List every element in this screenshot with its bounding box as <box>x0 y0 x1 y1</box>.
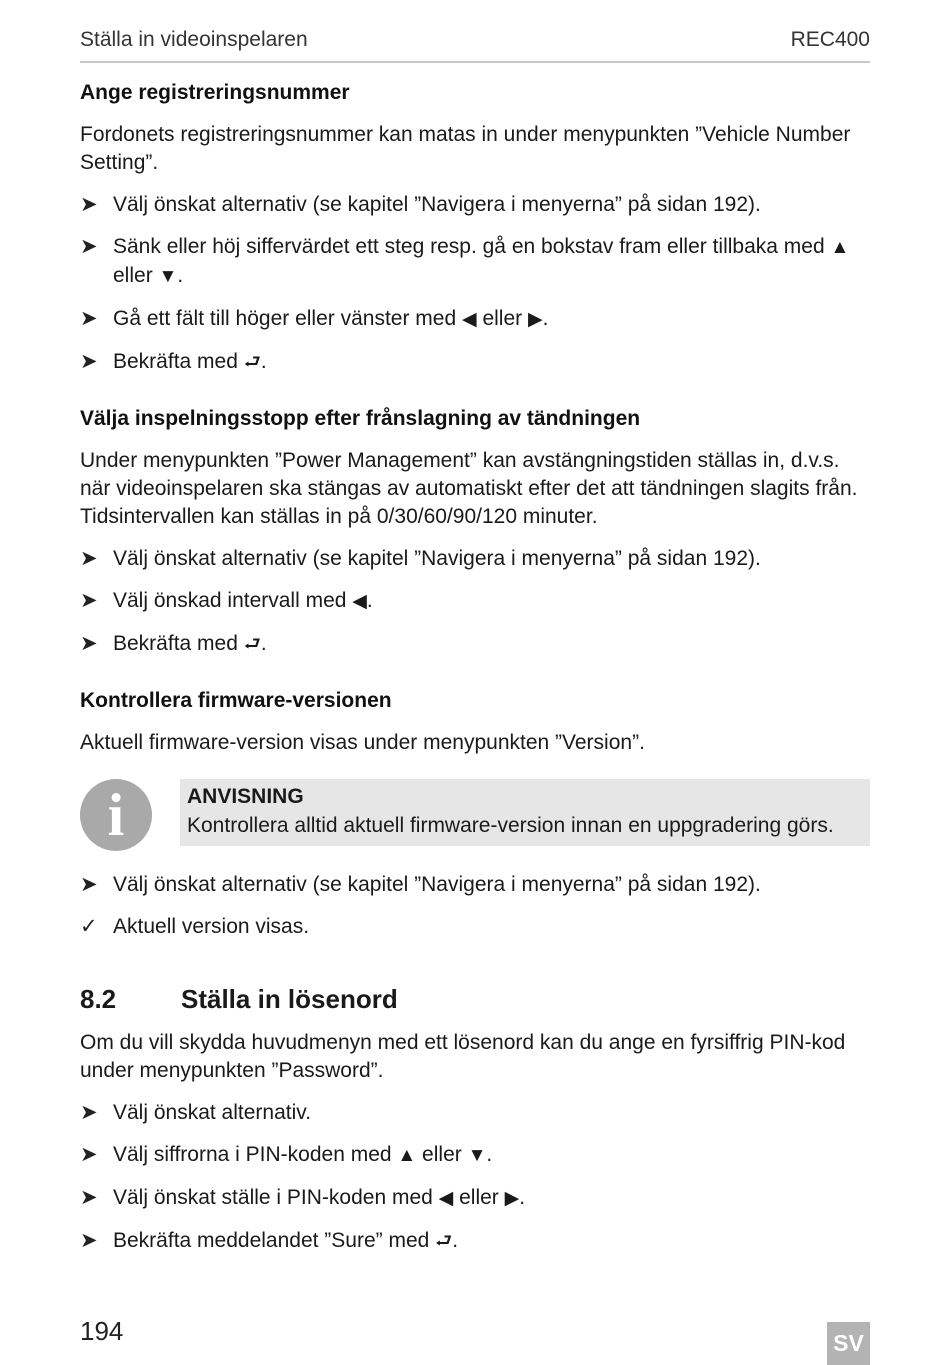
step-item <box>80 191 870 219</box>
up-arrow-icon: ▲ <box>397 1145 417 1166</box>
step-text: Välj önskad intervall med ◀. <box>113 589 373 612</box>
section-number: 8.2 <box>80 984 117 1014</box>
arrow-bullet-icon: ➤ <box>80 632 98 655</box>
heading-firmware-version: Kontrollera firmware-versionen <box>80 689 392 712</box>
info-icon <box>80 779 180 855</box>
step-text: Sänk eller höj siffervärdet ett steg resp. gå en bokstav fram eller tillbaka med ▲ eller ▼. <box>113 235 850 287</box>
header-chapter-title: Ställa in videoinspelaren <box>80 28 308 51</box>
note-title: ANVISNING <box>187 785 304 808</box>
paragraph-power-management: Under menypunkten ”Power Management” kan avstängningstiden ställas in, d.v.s. när videoinspelaren ska stängas av automatiskt efter det att tändningen slagits från. Tidsintervallen kan ställas in på 0/30/60/90/120 minuter. <box>80 449 858 528</box>
check-icon: ✓ <box>80 915 98 938</box>
page-content <box>80 78 870 1256</box>
note-box <box>80 779 870 855</box>
step-text: Bekräfta med ⮐. <box>113 350 267 373</box>
step-item <box>80 871 870 899</box>
arrow-bullet-icon: ➤ <box>80 193 98 216</box>
step-item <box>80 913 870 941</box>
step-item <box>80 587 870 616</box>
step-item <box>80 630 870 659</box>
page-header <box>80 28 870 63</box>
arrow-bullet-icon: ➤ <box>80 1101 98 1124</box>
step-item <box>80 1184 870 1213</box>
heading-registration-number: Ange registreringsnummer <box>80 81 350 104</box>
page-number: 194 <box>80 1316 124 1346</box>
info-icon-glyph: i <box>80 779 152 851</box>
section-title <box>80 983 870 1015</box>
arrow-bullet-icon: ➤ <box>80 547 98 570</box>
step-text: Välj önskat alternativ (se kapitel ”Navigera i menyerna” på sidan 192). <box>113 193 761 216</box>
step-text: Bekräfta meddelandet ”Sure” med ⮐. <box>113 1229 459 1252</box>
left-arrow-icon: ◀ <box>438 1188 454 1209</box>
step-item <box>80 1141 870 1170</box>
step-item <box>80 348 870 377</box>
arrow-bullet-icon: ➤ <box>80 307 98 330</box>
arrow-bullet-icon: ➤ <box>80 589 98 612</box>
return-icon: ⮐ <box>435 1231 453 1252</box>
step-text: Gå ett fält till höger eller vänster med ◀ eller ▶. <box>113 307 549 330</box>
paragraph-password: Om du vill skydda huvudmenyn med ett lösenord kan du ange en fyrsiffrig PIN-kod under menypunkten ”Password”. <box>80 1031 846 1082</box>
arrow-bullet-icon: ➤ <box>80 873 98 896</box>
section-heading: Ställa in lösenord <box>181 984 398 1014</box>
step-item <box>80 545 870 573</box>
arrow-bullet-icon: ➤ <box>80 1186 98 1209</box>
step-item <box>80 1099 870 1127</box>
up-arrow-icon: ▲ <box>830 237 850 258</box>
return-icon: ⮐ <box>243 352 261 373</box>
note-text: Kontrollera alltid aktuell firmware-version innan en uppgradering görs. <box>187 814 834 837</box>
down-arrow-icon: ▼ <box>467 1145 487 1166</box>
return-icon: ⮐ <box>243 634 261 655</box>
header-model-name: REC400 <box>790 28 870 51</box>
down-arrow-icon: ▼ <box>158 266 178 287</box>
arrow-bullet-icon: ➤ <box>80 350 98 373</box>
note-content <box>180 779 870 846</box>
paragraph-registration-number: Fordonets registreringsnummer kan matas in under menypunkten ”Vehicle Number Setting”. <box>80 123 851 174</box>
heading-recording-stop: Välja inspelningsstopp efter frånslagning av tändningen <box>80 407 641 430</box>
step-item <box>80 1227 870 1256</box>
step-text: Välj siffrorna i PIN-koden med ▲ eller ▼. <box>113 1143 493 1166</box>
paragraph-firmware-version: Aktuell firmware-version visas under menypunkten ”Version”. <box>80 731 645 754</box>
step-text: Välj önskat alternativ. <box>113 1101 312 1124</box>
right-arrow-icon: ▶ <box>527 309 543 330</box>
arrow-bullet-icon: ➤ <box>80 235 98 258</box>
step-text: Bekräfta med ⮐. <box>113 632 267 655</box>
step-item <box>80 233 870 291</box>
right-arrow-icon: ▶ <box>504 1188 520 1209</box>
step-text: Välj önskat alternativ (se kapitel ”Navigera i menyerna” på sidan 192). <box>113 873 761 896</box>
step-text: Välj önskat ställe i PIN-koden med ◀ eller ▶. <box>113 1186 526 1209</box>
arrow-bullet-icon: ➤ <box>80 1143 98 1166</box>
language-badge: SV <box>827 1322 870 1365</box>
arrow-bullet-icon: ➤ <box>80 1229 98 1252</box>
step-text: Välj önskat alternativ (se kapitel ”Navigera i menyerna” på sidan 192). <box>113 547 761 570</box>
step-item <box>80 305 870 334</box>
step-text: Aktuell version visas. <box>113 915 310 938</box>
left-arrow-icon: ◀ <box>462 309 477 330</box>
left-arrow-icon: ◀ <box>352 591 367 612</box>
